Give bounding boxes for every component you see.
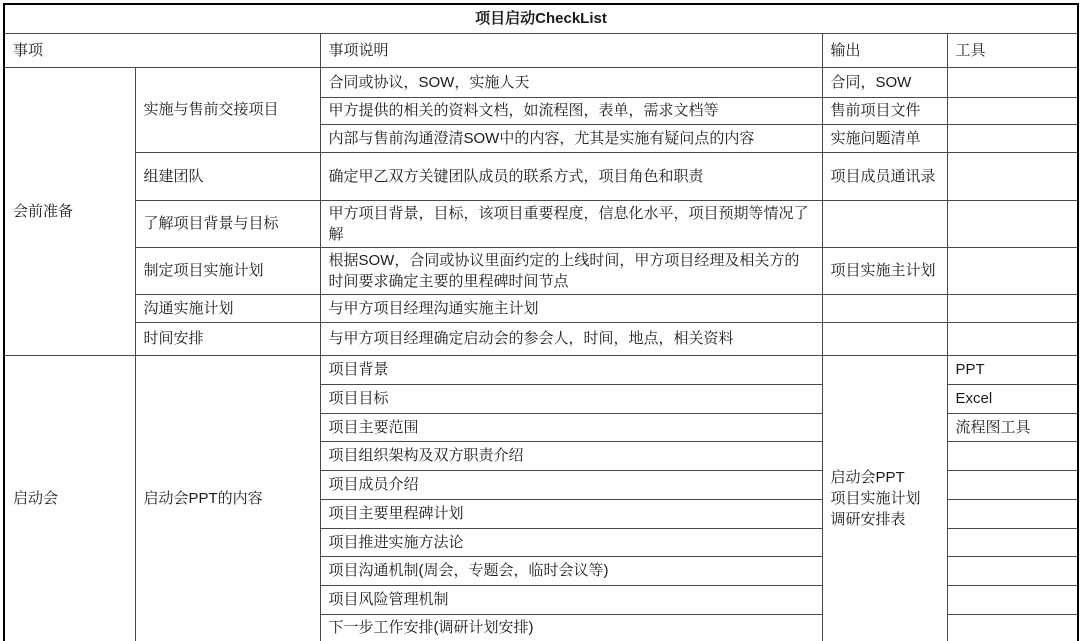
page-title: 项目启动CheckList [4, 4, 1078, 33]
cell-tool-empty [947, 614, 1078, 641]
group-label-communicate: 沟通实施计划 [135, 294, 320, 322]
cell-tool-empty [947, 152, 1078, 200]
cell-tool-empty [947, 294, 1078, 322]
cell-output-empty [822, 322, 947, 355]
cell-desc-schedule: 与甲方项目经理确定启动会的参会人，时间，地点，相关资料 [320, 322, 822, 355]
cell-tool-empty [947, 200, 1078, 247]
cell-desc-communicate: 与甲方项目经理沟通实施主计划 [320, 294, 822, 322]
cell-desc-contract: 合同或协议，SOW，实施人天 [320, 67, 822, 97]
cell-desc-docs: 甲方提供的相关的资料文档，如流程图，表单，需求文档等 [320, 97, 822, 124]
cell-output-contract: 合同，SOW [822, 67, 947, 97]
cell-output-team: 项目成员通讯录 [822, 152, 947, 200]
table-row [4, 67, 1078, 97]
section-label-pre-meeting: 会前准备 [4, 67, 135, 355]
group-label-team: 组建团队 [135, 152, 320, 200]
kickoff-item-cell: 项目组织架构及双方职责介绍 [320, 441, 822, 470]
group-label-kickoff-ppt: 启动会PPT的内容 [135, 355, 320, 641]
kickoff-output-line: 调研安排表 [830, 510, 906, 528]
kickoff-item-cell: 项目目标 [320, 384, 822, 413]
cell-output-sow-clarify: 实施问题清单 [822, 124, 947, 152]
cell-tool-empty [947, 441, 1078, 470]
kickoff-item-cell: 项目成员介绍 [320, 470, 822, 499]
table-row [4, 294, 1078, 322]
kickoff-item-cell: 项目主要里程碑计划 [320, 499, 822, 528]
cell-tool-flowchart: 流程图工具 [947, 413, 1078, 441]
cell-tool-empty [947, 528, 1078, 556]
kickoff-output-line: 启动会PPT [830, 468, 905, 486]
cell-desc-background: 甲方项目背景，目标，该项目重要程度，信息化水平，项目预期等情况了解 [320, 200, 822, 247]
col-header-desc: 事项说明 [320, 33, 822, 67]
kickoff-item-cell: 项目沟通机制(周会，专题会，临时会议等) [320, 556, 822, 585]
col-header-tool: 工具 [947, 33, 1078, 67]
group-label-plan: 制定项目实施计划 [135, 247, 320, 294]
table-row [4, 322, 1078, 355]
table-row [4, 200, 1078, 247]
table-row [4, 152, 1078, 200]
col-header-output: 输出 [822, 33, 947, 67]
cell-tool-empty [947, 499, 1078, 528]
kickoff-item-cell: 项目主要范围 [320, 413, 822, 441]
section-label-kickoff: 启动会 [4, 355, 135, 641]
kickoff-item-cell: 项目推进实施方法论 [320, 528, 822, 556]
group-label-background: 了解项目背景与目标 [135, 200, 320, 247]
kickoff-item-cell: 项目风险管理机制 [320, 585, 822, 614]
cell-tool-empty [947, 124, 1078, 152]
group-label-handover: 实施与售前交接项目 [135, 67, 320, 152]
cell-tool-empty [947, 470, 1078, 499]
checklist-table [3, 3, 1079, 641]
header-row [4, 33, 1078, 67]
kickoff-output-cell [822, 355, 947, 641]
cell-tool-empty [947, 322, 1078, 355]
cell-tool-empty [947, 585, 1078, 614]
cell-tool-empty [947, 67, 1078, 97]
cell-tool-empty [947, 247, 1078, 294]
table-row [4, 355, 1078, 384]
cell-tool-excel: Excel [947, 384, 1078, 413]
kickoff-item-cell: 项目背景 [320, 355, 822, 384]
cell-desc-team: 确定甲乙双方关键团队成员的联系方式，项目角色和职责 [320, 152, 822, 200]
cell-output-empty [822, 294, 947, 322]
cell-output-empty [822, 200, 947, 247]
kickoff-output-line: 项目实施计划 [830, 489, 921, 507]
cell-desc-sow-clarify: 内部与售前沟通澄清SOW中的内容，尤其是实施有疑问点的内容 [320, 124, 822, 152]
title-row [4, 4, 1078, 33]
cell-tool-empty [947, 97, 1078, 124]
kickoff-item-cell: 下一步工作安排(调研计划安排) [320, 614, 822, 641]
cell-tool-empty [947, 556, 1078, 585]
table-row [4, 247, 1078, 294]
cell-desc-plan: 根据SOW，合同或协议里面约定的上线时间，甲方项目经理及相关方的时间要求确定主要的里程碑时间节点 [320, 247, 822, 294]
cell-tool-ppt: PPT [947, 355, 1078, 384]
col-header-item: 事项 [4, 33, 320, 67]
group-label-schedule: 时间安排 [135, 322, 320, 355]
cell-output-docs: 售前项目文件 [822, 97, 947, 124]
cell-output-plan: 项目实施主计划 [822, 247, 947, 294]
